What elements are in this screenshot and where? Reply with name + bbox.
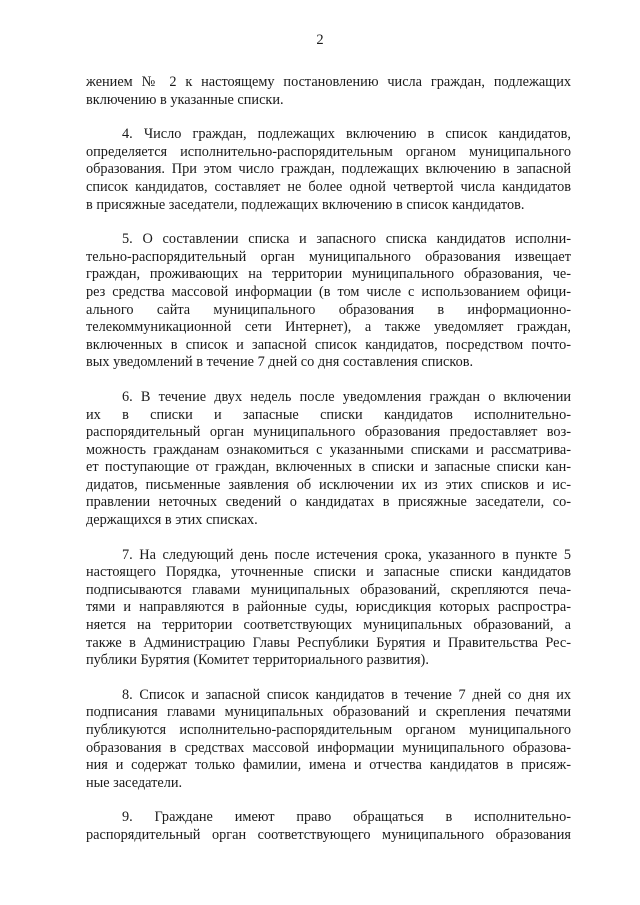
text-line: тельно-распорядительный орган муниципального образования извещает [86, 248, 571, 265]
text-line: жением № 2 к настоящему постановлению числа граждан, подлежащих [86, 74, 571, 90]
text-line: включению в указанные списки. [86, 91, 284, 108]
text-line: образования в средствах массовой информации муниципального образова- [86, 739, 571, 756]
text-line: ет поступающие от граждан, включенных в списки и запасные списки кан- [86, 459, 571, 476]
text-line: распорядительный орган муниципального образования предоставляет воз- [86, 424, 571, 441]
text-line: ния и содержат только фамилии, имена и отчества кандидатов в присяж- [86, 757, 571, 774]
text-line: 8. Список и запасной список кандидатов в течение 7 дней со дня их [122, 686, 571, 703]
page-number: 2 [316, 32, 324, 48]
text-line: держащихся в этих списках. [86, 512, 258, 529]
text-line: телекоммуникационной сети Интернет), а также уведомляет граждан, [86, 319, 571, 336]
text-line: 6. В течение двух недель после уведомления граждан о включении [122, 388, 571, 405]
paragraph-3 [86, 231, 571, 372]
text-line: рез средства массовой информации (в том числе с использованием офици- [86, 283, 571, 300]
text-line: настоящего Порядка, уточненные списки и запасные списки кандидатов [86, 564, 571, 581]
text-line: вых уведомлений в течение 7 дней со дня составления списков. [86, 354, 474, 371]
text-line: 9. Граждане имеют право обращаться в исполнительно- [122, 809, 571, 826]
paragraph-7 [86, 809, 571, 844]
text-line: в присяжные заседатели, подлежащих включению в список кандидатов. [86, 196, 525, 213]
text-line: образования. При этом число граждан, подлежащих включению в запасной [86, 161, 571, 178]
text-line: подписания главами муниципальных образований и скрепления печатями [86, 704, 571, 721]
paragraph-1 [86, 74, 571, 109]
text-line: публикуются исполнительно-распорядительным органом муниципального [86, 722, 571, 738]
text-line: граждан, проживающих на территории муниципального образования, че- [86, 266, 571, 283]
text-line: дидатов, письменные заявления об исключении их из этих списков и ис- [86, 476, 571, 493]
text-line: няется на территории соответствующих муниципальных образований, а [86, 617, 571, 634]
paragraph-4 [86, 389, 571, 530]
text-line: тями и направляются в районные суды, юрисдикция которых распростра- [86, 599, 571, 616]
text-line: подписываются главами муниципальных образований, скрепляются печа- [86, 581, 571, 598]
text-line: определяется исполнительно-распорядительным органом муниципального [86, 143, 571, 160]
text-line: распорядительный орган соответствующего муниципального образования [86, 826, 571, 843]
paragraph-5 [86, 547, 571, 670]
text-line: также в Администрацию Главы Республики Бурятия и Правительства Рес- [86, 634, 571, 651]
text-line: правлении неточных сведений о кандидатах в присяжные заседатели, со- [86, 494, 571, 511]
text-line: 7. На следующий день после истечения срока, указанного в пункте 5 [122, 546, 571, 563]
text-line: список кандидатов, составляет не более одной четвертой числа кандидатов [86, 178, 571, 195]
text-line: ального сайта муниципального образования в информационно- [86, 301, 571, 318]
text-line: их в списки и запасные списки кандидатов исполнительно- [86, 406, 571, 423]
document-body [86, 74, 571, 845]
text-line: 5. О составлении списка и запасного списка кандидатов исполни- [122, 231, 571, 248]
paragraph-6 [86, 687, 571, 793]
text-line: включенных в список и запасной список кандидатов, посредством почто- [86, 336, 571, 353]
text-line: публики Бурятия (Комитет территориального развития). [86, 652, 429, 669]
paragraph-2 [86, 126, 571, 214]
text-line: 4. Число граждан, подлежащих включению в список кандидатов, [122, 126, 571, 143]
text-line: ные заседатели. [86, 774, 183, 791]
text-line: можность гражданам ознакомиться с указанными списками и рассматрива- [86, 441, 571, 458]
